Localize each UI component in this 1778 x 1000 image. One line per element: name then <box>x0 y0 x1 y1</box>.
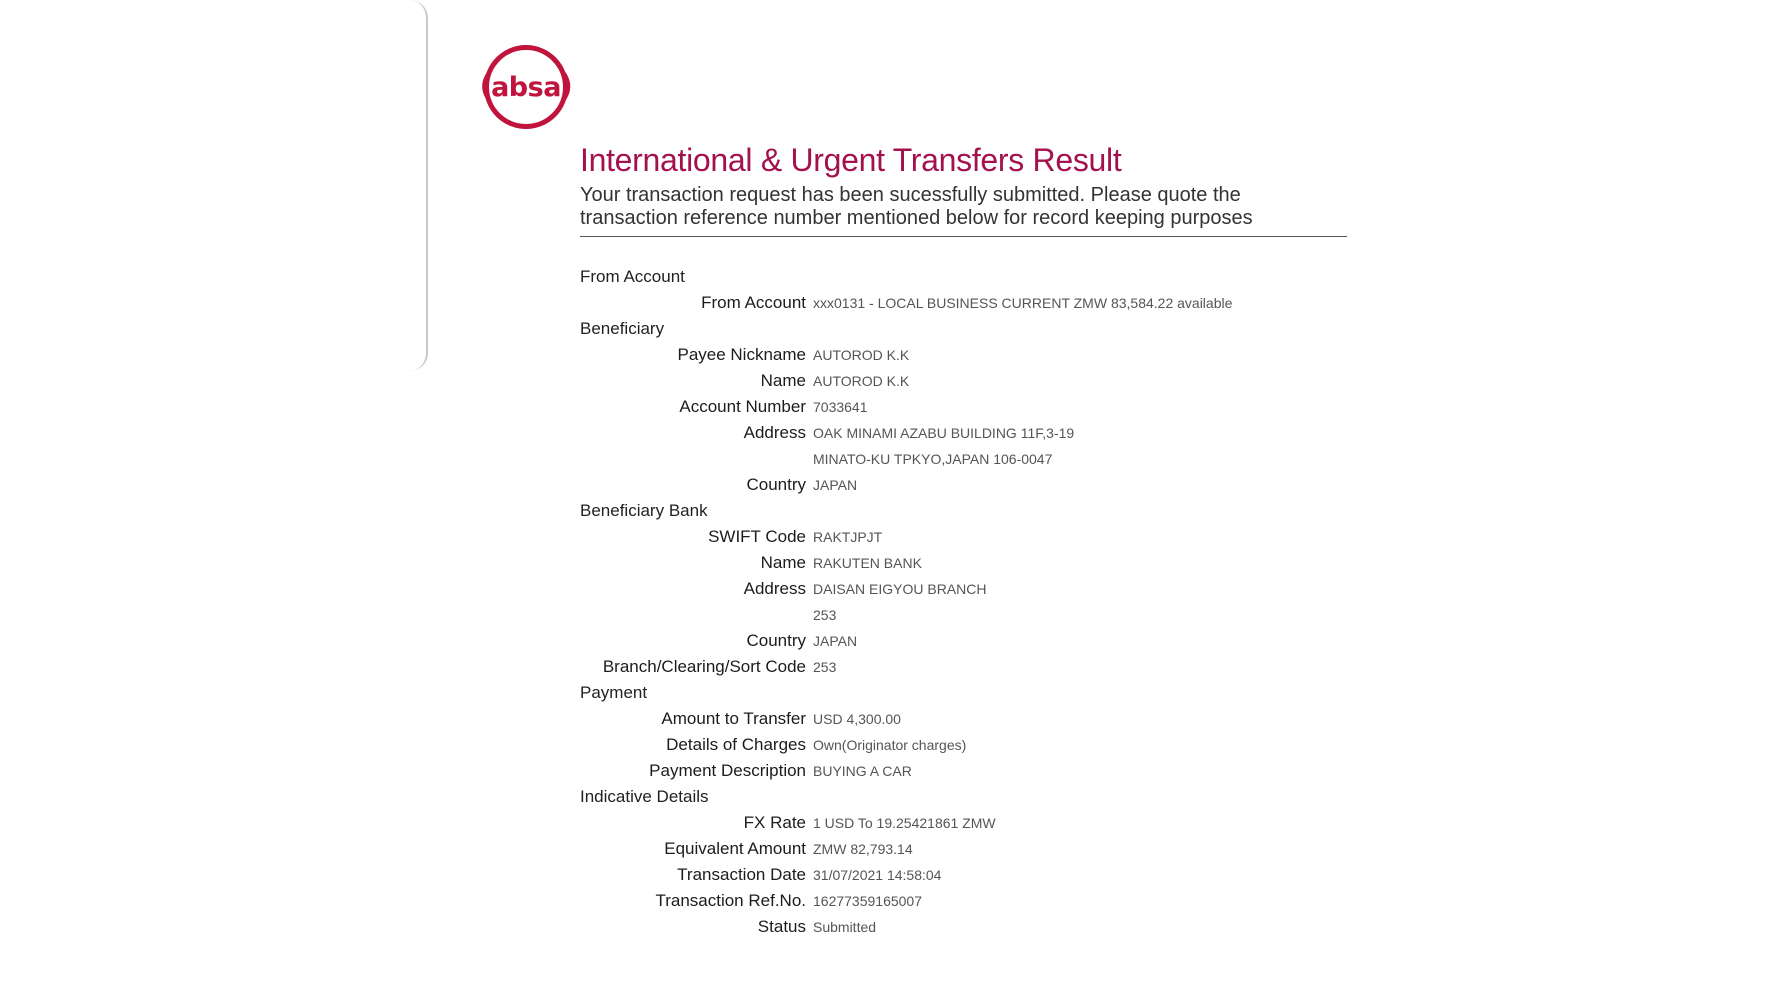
detail-row-payee-nickname <box>580 342 1380 368</box>
beneficiary-name-value: AUTOROD K.K <box>813 373 910 389</box>
bank-name-value: RAKUTEN BANK <box>813 555 922 571</box>
transfer-details <box>580 264 1380 940</box>
detail-row-beneficiary-name <box>580 368 1380 394</box>
section-heading-indicative-details: Indicative Details <box>580 787 709 806</box>
amount-value: USD 4,300.00 <box>813 711 901 727</box>
page-subtitle <box>580 184 1340 230</box>
logo-text: absa <box>491 71 561 103</box>
from-account-label: From Account <box>701 293 806 312</box>
charges-value: Own(Originator charges) <box>813 737 967 753</box>
side-panel-frame <box>380 0 428 371</box>
detail-row-bank-country <box>580 628 1380 654</box>
beneficiary-address-line-1: OAK MINAMI AZABU BUILDING 11F,3-19 <box>813 425 1075 441</box>
charges-label: Details of Charges <box>666 735 806 754</box>
section-heading-beneficiary: Beneficiary <box>580 319 665 338</box>
detail-row-fx-rate <box>580 810 1380 836</box>
branch-code-label: Branch/Clearing/Sort Code <box>602 657 806 676</box>
fx-rate-label: FX Rate <box>743 813 806 832</box>
detail-row-equivalent-amount <box>580 836 1380 862</box>
detail-row-swift-code <box>580 524 1380 550</box>
from-account-value: xxx0131 - LOCAL BUSINESS CURRENT ZMW 83,584.22 available <box>813 295 1233 311</box>
transaction-date-label: Transaction Date <box>677 865 806 884</box>
payee-nickname-label: Payee Nickname <box>677 345 806 364</box>
section-heading-beneficiary-bank: Beneficiary Bank <box>580 501 708 520</box>
description-label: Payment Description <box>649 761 806 780</box>
detail-row-beneficiary-address <box>580 420 1380 446</box>
bank-country-label: Country <box>746 631 806 650</box>
detail-row-from-account <box>580 290 1380 316</box>
beneficiary-address-label: Address <box>743 423 806 442</box>
beneficiary-country-label: Country <box>746 475 806 494</box>
detail-row-description <box>580 758 1380 784</box>
detail-row-account-number <box>580 394 1380 420</box>
detail-row-bank-address <box>580 576 1380 602</box>
equivalent-amount-label: Equivalent Amount <box>664 839 806 858</box>
detail-row-bank-name <box>580 550 1380 576</box>
transaction-ref-label: Transaction Ref.No. <box>655 891 806 910</box>
page-title: International & Urgent Transfers Result <box>580 142 1122 178</box>
bank-address-label: Address <box>743 579 806 598</box>
swift-code-label: SWIFT Code <box>708 527 806 546</box>
subtitle-line-2: transaction reference number mentioned below for record keeping purposes <box>580 207 1253 229</box>
detail-row-beneficiary-country <box>580 472 1380 498</box>
transaction-ref-value: 16277359165007 <box>813 893 923 909</box>
beneficiary-address-line-2: MINATO-KU TPKYO,JAPAN 106-0047 <box>813 451 1053 467</box>
branch-code-value: 253 <box>813 659 837 675</box>
status-value: Submitted <box>813 919 877 935</box>
amount-label: Amount to Transfer <box>661 709 806 728</box>
detail-row-transaction-date <box>580 862 1380 888</box>
fx-rate-value: 1 USD To 19.25421861 ZMW <box>813 815 996 831</box>
description-value: BUYING A CAR <box>813 763 912 779</box>
bank-address-line-2: 253 <box>813 607 837 623</box>
beneficiary-name-label: Name <box>760 371 806 390</box>
bank-name-label: Name <box>760 553 806 572</box>
account-number-label: Account Number <box>679 397 806 416</box>
title-divider <box>580 236 1347 237</box>
detail-row-charges <box>580 732 1380 758</box>
swift-code-value: RAKTJPJT <box>813 529 883 545</box>
detail-row-transaction-ref <box>580 888 1380 914</box>
payee-nickname-value: AUTOROD K.K <box>813 347 910 363</box>
equivalent-amount-value: ZMW 82,793.14 <box>813 841 913 857</box>
detail-row-status <box>580 914 1380 940</box>
beneficiary-country-value: JAPAN <box>813 477 858 493</box>
status-label: Status <box>757 917 806 936</box>
detail-row-branch-code <box>580 654 1380 680</box>
bank-country-value: JAPAN <box>813 633 858 649</box>
detail-row-bank-address-cont <box>580 602 1380 628</box>
detail-row-beneficiary-address-cont <box>580 446 1380 472</box>
bank-address-line-1: DAISAN EIGYOU BRANCH <box>813 581 987 597</box>
section-heading-payment: Payment <box>580 683 648 702</box>
subtitle-line-1: Your transaction request has been sucessfully submitted. Please quote the <box>580 184 1241 206</box>
transaction-date-value: 31/07/2021 14:58:04 <box>813 867 942 883</box>
detail-row-amount <box>580 706 1380 732</box>
absa-logo: ( absa ) <box>484 45 568 129</box>
account-number-value: 7033641 <box>813 399 868 415</box>
section-heading-from-account: From Account <box>580 267 685 286</box>
